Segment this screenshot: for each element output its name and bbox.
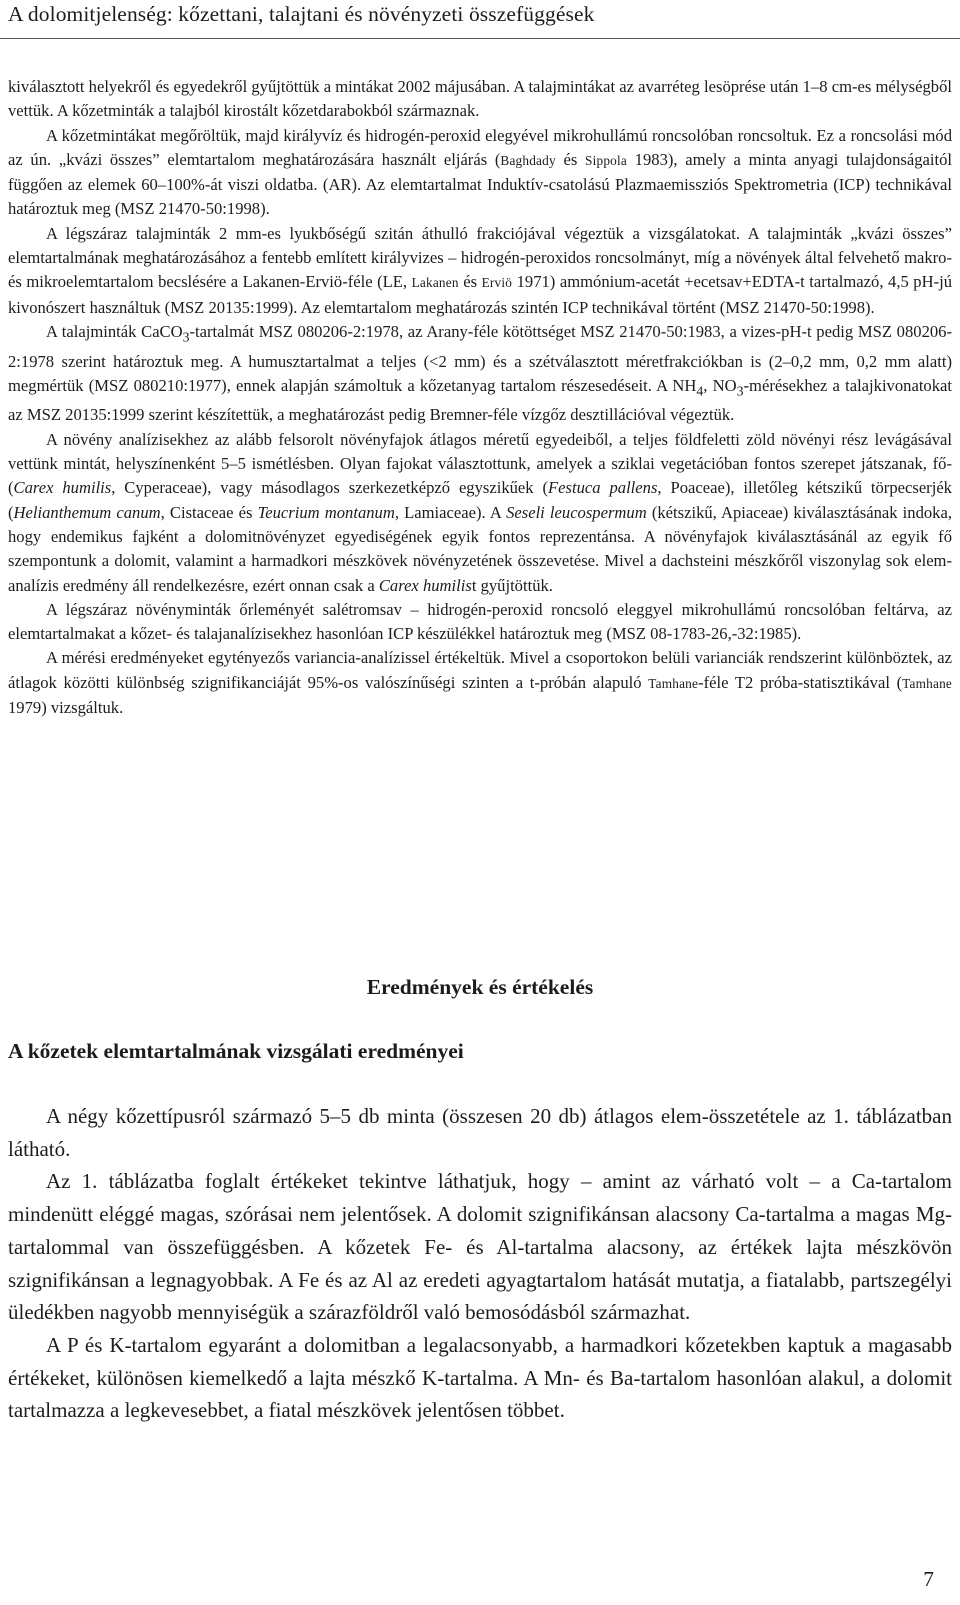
author-name: Tamhane xyxy=(648,675,699,691)
methods-paragraph-1: kiválasztott helyekről és egyedekről gyűjtöttük a mintákat 2002 májusában. A talajmintákat az avarréteg lesöprése után 1–8 cm-es mélységből vettük. A kőzetminták a talajból kirostált kőzetdarabokból származnak. xyxy=(8,77,952,121)
species-name: Seseli leucospermum xyxy=(506,502,647,522)
author-name: Erviö xyxy=(481,275,513,291)
methods-paragraph-2: A kőzetmintákat megőröltük, majd királyvíz és hidrogén-peroxid elegyével mikrohullámú roncsolóban roncsoltuk. Ez a roncsolási mód az ún. „kvázi összes” elemtartalom meghatározására használt eljárás (Baghdady és Sippola 1983), amely a minta anyagi tulajdonságaitól függően az elemek 60–100%-át viszi oldatba. (AR). Az elemtartalmat Induktív-csatolású Plazmaemissziós Spektrometria (ICP) technikával határoztuk meg (MSZ 21470-50:1998). xyxy=(8,125,952,219)
page-number: 7 xyxy=(923,1567,934,1591)
results-paragraph-2: Az 1. táblázatba foglalt értékeket tekintve láthatjuk, hogy – amint az várható volt – a Ca-tartalom mindenütt eléggé magas, szórásai nem jelentősek. A dolomit szignifikánsan alacsony Ca-tartalma a magas Mg-tartalommal van összefüggésben. A kőzetek Fe- és Al-tartalma alacsony, az értékek lajta mészkövön szignifikánsan a legnagyobbak. A Fe és az Al az eredeti agyagtartalom hatását mutatja, a fiatalabb, partszegélyi üledékben nagyobb mennyiségük a szárazföldről való bemosódásból származhat. xyxy=(8,1169,952,1325)
subscript: 3 xyxy=(736,383,744,399)
methods-paragraph-5: A növény analízisekhez az alább felsorolt növényfajok átlagos méretű egyedeiből, a teljes földfeletti zöld növényi rész levágásával vettünk mintát, helyszínenként 5–5 ismétlésben. Olyan fajokat választottunk, amelyek a sziklai vegetációban fontos szerepet játszanak, fő- (Carex humilis, Cyperaceae), vagy másodlagos szerkezetképző egyszikűek (Festuca pallens, Poaceae), illetőleg kétszikű törpecserjék (Helianthemum canum, Cistaceae és Teucrium montanum, Lamiaceae). A Seseli leucospermum (kétszikű, Apiaceae) kiválasztásának indoka, hogy endemikus fajként a dolomitnövényzet egyediségének egyik fontos reprezentánsa. A növényfajok kiválasztásánál az egyik fő szempontunk a dolomit, valamint a harmadkori mészkövek növényzetének összevetése. Mivel a dachsteini mészkőről viszonylag sok elem-analízis eredmény áll rendelkezésre, ezért onnan csak a Carex humilist gyűjtöttük. xyxy=(8,429,952,595)
results-paragraph-3: A P és K-tartalom egyaránt a dolomitban a legalacsonyabb, a harmadkori kőzetekben kaptuk a magasabb értékeket, különösen kiemelkedő a lajta mészkő K-tartalma. A Mn- és Ba-tartalom hasonlóan alakul, a dolomit tartalmazza a legkevesebbet, a fiatal mészkövek jelentősen többet. xyxy=(8,1332,952,1423)
author-name: Tamhane xyxy=(902,675,952,691)
section-title: Eredmények és értékelés xyxy=(366,975,594,999)
results-paragraph-1: A négy kőzettípusról származó 5–5 db minta (összesen 20 db) átlagos elem-összetétele az 1. táblázatban látható. xyxy=(8,1104,952,1161)
methods-paragraph-6: A légszáraz növényminták őrleményét salétromsav – hidrogén-peroxid roncsoló eleggyel mikrohullámú roncsolóban feltárva, az elemtartalmakat a kőzet- és talajanalízisekhez hasonlóan ICP készülékkel határoztuk meg (MSZ 08-1783-26,-32:1985). xyxy=(8,599,952,644)
species-name: Teucrium montanum xyxy=(257,502,395,522)
species-name: Helianthemum canum xyxy=(13,502,161,522)
subscript: 4 xyxy=(696,383,704,399)
species-name: Carex humilis xyxy=(378,575,472,595)
subscript: 3 xyxy=(182,329,190,345)
methods-paragraph-3: A légszáraz talajminták 2 mm-es lyukbőségű szitán áthulló frakciójával végeztük a vizsgálatokat. A talajminták „kvázi összes” elemtartalmának meghatározásához a fentebb említett királyvizes – hidrogén-peroxidos roncsolmányt, míg a növények által felvehető makro- és mikroelemtartalom becslésére a Lakanen-Erviö-féle (LE, Lakanen és Erviö 1971) ammónium-acetát +ecetsav+EDTA-t tartalmazó, 4,5 pH-jú kivonószert használtuk (MSZ 20135:1999). Az elemtartalom meghatározás szintén ICP technikával történt (MSZ 21470-50:1998). xyxy=(8,223,953,317)
header-rule xyxy=(0,38,960,39)
author-name: Baghdady xyxy=(500,152,556,168)
species-name: Festuca pallens xyxy=(548,478,658,498)
methods-paragraph-4: A talajminták CaCO$_3$-tartalmát MSZ 080206-2:1978, az Arany-féle kötöttséget MSZ 21470-50:1983, a vizes-pH-t pedig MSZ 080206-2:1978 szerint határoztuk meg. A humusztartalmat a teljes (<2 mm) és a szétválasztott méretfrakciókban is (2–0,2 mm, 0,2 mm alatt) megmértük (MSZ 080210:1977), ennek alapján számoltuk a kőzetanyag tartalom részesedéseit. A $NH_4$, $NO_3$-mérésekhez a talajkivonatokat az MSZ 20135:1999 szerint készítettük, a meghatározást pedig Bremner-féle vízgőz desztillációval végeztük. xyxy=(8,321,952,425)
results-text xyxy=(8,1100,952,1427)
subsection-title: A kőzetek elemtartalmának vizsgálati eredményei xyxy=(8,1039,464,1063)
species-name: Carex humilis xyxy=(13,478,112,498)
author-name: Sippola xyxy=(585,152,627,168)
methods-text xyxy=(8,75,952,720)
author-name: Lakanen xyxy=(411,275,459,291)
methods-paragraph-7: A mérési eredményeket egytényezős variancia-analízissel értékeltük. Mivel a csoportokon belüli varianciák rendszerint különböztek, az átlagok közötti különbség szignifikanciáját 95%-os valószínűségi szinten a t-próbán alapuló Tamhane-féle T2 próba-statisztikával (Tamhane 1979) vizsgáltuk. xyxy=(8,648,952,718)
running-head-title: A dolomitjelenség: kőzettani, talajtani és növényzeti összefüggések xyxy=(8,2,595,26)
